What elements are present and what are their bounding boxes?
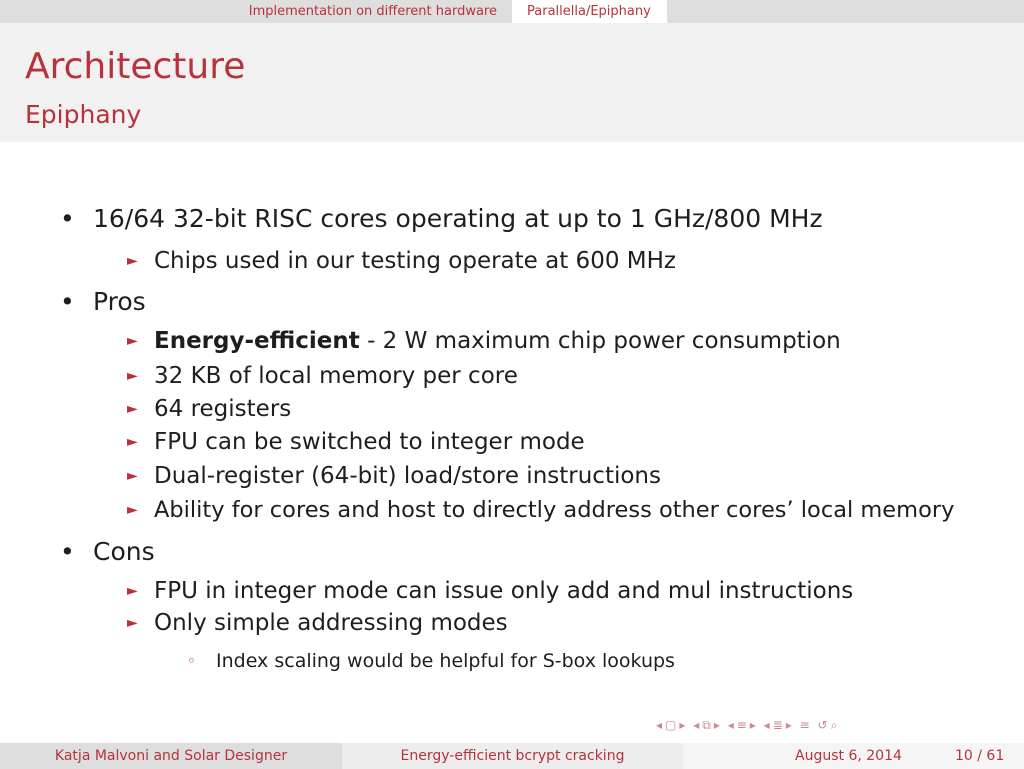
section-icon[interactable]: ≡ <box>736 718 748 732</box>
nav-section-link[interactable]: Implementation on different hardware <box>248 4 497 19</box>
list-item <box>154 326 841 356</box>
list-item: Index scaling would be helpful for S-box lookups <box>216 650 675 672</box>
triangle-bullet-icon: ► <box>127 401 138 417</box>
list-item: 64 registers <box>154 396 292 422</box>
triangle-bullet-icon: ► <box>127 468 138 484</box>
cons-heading: Cons <box>93 537 155 566</box>
list-item: Ability for cores and host to directly address other cores’ local memory <box>154 497 955 523</box>
nav-subsection-link[interactable]: Parallella/Epiphany <box>512 0 667 23</box>
nav-prev-subsection-icon[interactable]: ◂ <box>693 718 701 732</box>
triangle-bullet-icon: ► <box>127 615 138 631</box>
bullet-icon: • <box>60 287 75 316</box>
triangle-bullet-icon: ► <box>127 583 138 599</box>
triangle-bullet-icon: ► <box>127 253 138 269</box>
nav-next-frame-icon[interactable]: ▸ <box>679 718 687 732</box>
frame-title: Architecture <box>25 46 246 87</box>
list-item: 32 KB of local memory per core <box>154 363 518 389</box>
pros-heading: Pros <box>93 287 146 316</box>
nav-prev-doc-icon[interactable]: ◂ <box>763 718 771 732</box>
bullet-icon: • <box>60 537 75 566</box>
list-item: 16/64 32-bit RISC cores operating at up to 1 GHz/800 MHz <box>93 204 823 233</box>
triangle-bullet-icon: ► <box>127 434 138 450</box>
triangle-bullet-icon: ► <box>127 333 138 349</box>
nav-next-doc-icon[interactable]: ▸ <box>785 718 793 732</box>
frame-subtitle: Epiphany <box>25 100 142 129</box>
bullet-icon: • <box>60 204 75 233</box>
subsection-icon[interactable]: ⧉ <box>702 718 712 732</box>
nav-prev-frame-icon[interactable]: ◂ <box>656 718 664 732</box>
nav-next-section-icon[interactable]: ▸ <box>749 718 757 732</box>
list-item: FPU in integer mode can issue only add and mul instructions <box>154 578 854 604</box>
triangle-bullet-icon: ► <box>127 368 138 384</box>
nav-next-subsection-icon[interactable]: ▸ <box>713 718 721 732</box>
nav-prev-section-icon[interactable]: ◂ <box>727 718 735 732</box>
footer-title: Energy-efficient bcrypt cracking <box>342 743 683 769</box>
footline <box>0 743 1024 769</box>
search-back-icon[interactable]: ↺ <box>817 718 829 732</box>
triangle-bullet-icon: ► <box>127 502 138 518</box>
emphasis-text: Energy-efficient <box>154 328 360 354</box>
search-icon[interactable]: ⌕ <box>830 718 839 732</box>
list-item-text: - 2 W maximum chip power consumption <box>359 328 841 354</box>
document-icon[interactable]: ≣ <box>772 718 784 732</box>
navigation-symbols <box>656 718 840 738</box>
footer-author: Katja Malvoni and Solar Designer <box>0 743 342 769</box>
footer-right <box>683 743 1024 769</box>
page-number: 10 / 61 <box>955 748 1005 764</box>
frame-icon[interactable]: ▢ <box>665 718 678 732</box>
list-item: FPU can be switched to integer mode <box>154 429 585 455</box>
list-item: Chips used in our testing operate at 600 MHz <box>154 248 676 274</box>
list-item: Only simple addressing modes <box>154 610 508 636</box>
footer-date: August 6, 2014 <box>795 748 902 764</box>
appendix-icon[interactable]: ≡ <box>799 718 811 732</box>
circle-bullet-icon: ◦ <box>187 652 196 670</box>
list-item: Dual-register (64-bit) load/store instructions <box>154 463 661 489</box>
